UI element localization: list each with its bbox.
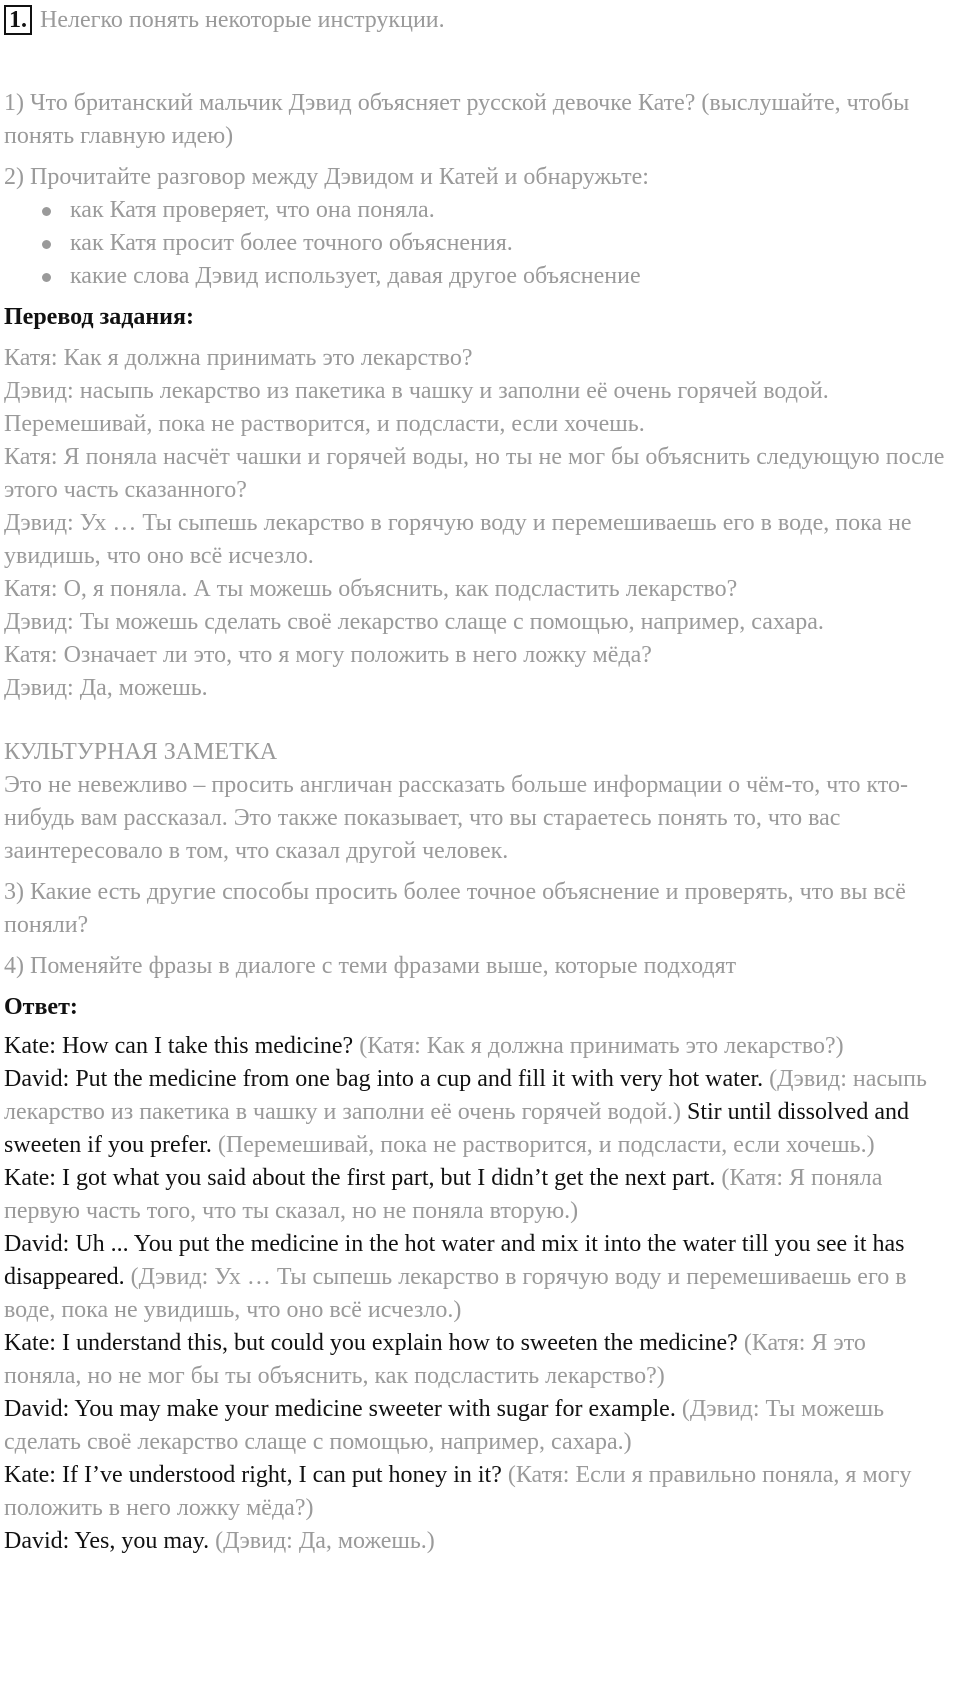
task-bullet: какие слова Дэвид использует, давая другое объяснение bbox=[42, 260, 946, 293]
answer-english: Kate: I understand this, but could you explain how to sweeten the medicine? bbox=[4, 1330, 738, 1356]
culture-text: Это не невежливо – просить англичан рассказать больше информации о чём-то, что кто-нибудь вам рассказал. Это также показывает, что вы стараетесь понять то, что вас заинтересовало в том, что сказал другой человек. bbox=[4, 772, 909, 864]
answer-english: David: Yes, you may. bbox=[4, 1528, 210, 1554]
dialogue-line: Дэвид: Ух … Ты сыпешь лекарство в горячую воду и перемешиваешь его в воде, пока не увидишь, что оно всё исчезло. bbox=[4, 510, 912, 569]
task-bullet: как Катя проверяет, что она поняла. bbox=[42, 194, 946, 227]
dialogue-line: Дэвид: Ты можешь сделать своё лекарство слаще с помощью, например, сахара. bbox=[4, 609, 824, 635]
answer-russian: (Катя: Я это поняла, но не мог бы ты объяснить, как подсластить лекарство?) bbox=[4, 1330, 866, 1389]
answer-line bbox=[4, 1063, 946, 1162]
answer-line bbox=[4, 1393, 946, 1459]
exercise-header bbox=[4, 4, 946, 37]
dialogue-line: Катя: Как я должна принимать это лекарство? bbox=[4, 345, 473, 371]
dialogue-line: Дэвид: насыпь лекарство из пакетика в чашку и заполни её очень горячей водой. Перемешивай, пока не растворится, и подсласти, если хочешь. bbox=[4, 378, 829, 437]
task-question-4: 4) Поменяйте фразы в диалоге с теми фразами выше, которые подходят bbox=[4, 953, 737, 979]
answer-russian: (Катя: Я поняла первую часть того, что ты сказал, но не поняла вторую.) bbox=[4, 1165, 883, 1224]
answer-russian: (Катя: Если я правильно поняла, я могу положить в него ложку мёда?) bbox=[4, 1462, 912, 1521]
task-bullet-list bbox=[4, 194, 946, 293]
answer-russian: (Дэвид: насыпь лекарство из пакетика в чашку и заполни её очень горячей водой.) bbox=[4, 1066, 927, 1125]
answer-english: David: Put the medicine from one bag into a cup and fill it with very hot water. bbox=[4, 1066, 764, 1092]
exercise-title: Нелегко понять некоторые инструкции. bbox=[40, 7, 445, 33]
answer-english: Kate: How can I take this medicine? bbox=[4, 1033, 354, 1059]
answer-russian: (Дэвид: Ты можешь сделать своё лекарство слаще с помощью, например, сахара.) bbox=[4, 1396, 885, 1455]
answer-heading: Ответ: bbox=[4, 994, 78, 1020]
task-question-1: 1) Что британский мальчик Дэвид объясняет русской девочке Кате? (выслушайте, чтобы понять главную идею) bbox=[4, 90, 910, 149]
answer-english: Stir until dissolved and sweeten if you prefer. bbox=[4, 1099, 909, 1158]
answer-russian: (Катя: Как я должна принимать это лекарство?) bbox=[359, 1033, 844, 1059]
answer-english: Kate: If I’ve understood right, I can put honey in it? bbox=[4, 1462, 502, 1488]
answer-russian: (Перемешивай, пока не растворится, и подсласти, если хочешь.) bbox=[217, 1132, 875, 1158]
dialogue-line: Дэвид: Да, можешь. bbox=[4, 675, 208, 701]
dialogue-line: Катя: Означает ли это, что я могу положить в него ложку мёда? bbox=[4, 642, 652, 668]
task-question-2: 2) Прочитайте разговор между Дэвидом и Катей и обнаружьте: bbox=[4, 164, 649, 190]
translation-dialogue bbox=[4, 342, 946, 705]
answer-line bbox=[4, 1525, 946, 1558]
culture-note bbox=[4, 736, 946, 868]
answer-line bbox=[4, 1030, 946, 1063]
exercise-number: 1. bbox=[4, 5, 32, 35]
answer-line bbox=[4, 1228, 946, 1327]
answer-russian: (Дэвид: Да, можешь.) bbox=[215, 1528, 435, 1554]
answer-russian: (Дэвид: Ух … Ты сыпешь лекарство в горячую воду и перемешиваешь его в воде, пока не увидишь, что оно всё исчезло.) bbox=[4, 1264, 907, 1323]
translation-heading: Перевод задания: bbox=[4, 304, 194, 330]
answer-line bbox=[4, 1459, 946, 1525]
answer-line bbox=[4, 1327, 946, 1393]
answer-dialogue bbox=[4, 1030, 946, 1558]
answer-english: David: You may make your medicine sweeter with sugar for example. bbox=[4, 1396, 676, 1422]
dialogue-line: Катя: Я поняла насчёт чашки и горячей воды, но ты не мог бы объяснить следующую после этого часть сказанного? bbox=[4, 444, 945, 503]
answer-english: Kate: I got what you said about the first part, but I didn’t get the next part. bbox=[4, 1165, 716, 1191]
dialogue-line: Катя: О, я поняла. А ты можешь объяснить, как подсластить лекарство? bbox=[4, 576, 738, 602]
task-bullet: как Катя просит более точного объяснения. bbox=[42, 227, 946, 260]
culture-heading: КУЛЬТУРНАЯ ЗАМЕТКА bbox=[4, 739, 278, 765]
task-question-3: 3) Какие есть другие способы просить более точное объяснение и проверять, что вы всё поняли? bbox=[4, 879, 906, 938]
answer-line bbox=[4, 1162, 946, 1228]
answer-english: David: Uh ... You put the medicine in the hot water and mix it into the water till you see it has disappeared. bbox=[4, 1231, 905, 1290]
